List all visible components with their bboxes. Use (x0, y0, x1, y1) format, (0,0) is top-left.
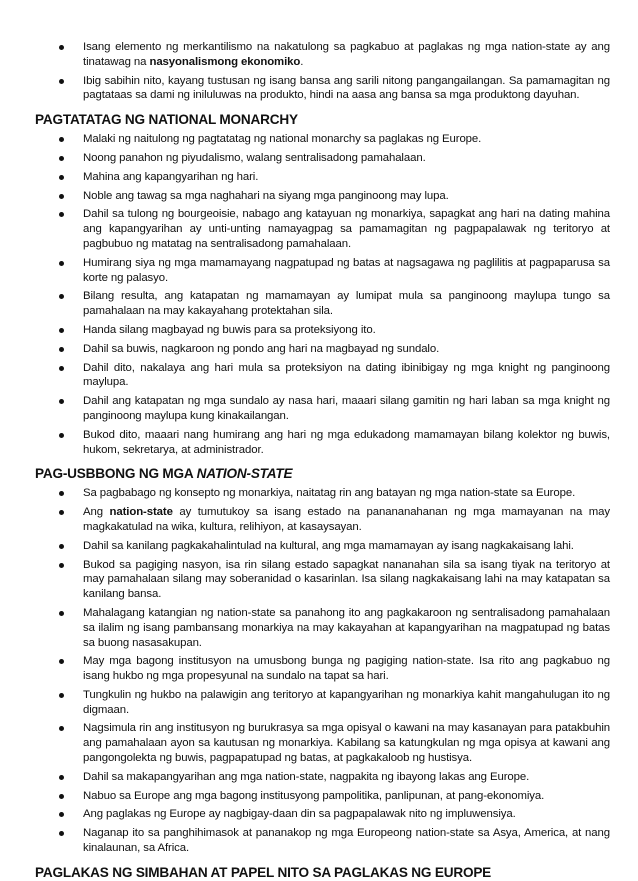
item-text: Dahil sa makapangyarihan ang mga nation-state, nagpakita ng ibayong lakas ang Europe. (83, 770, 530, 783)
item-text: Dahil sa tulong ng bourgeoisie, nabago ang katayuan ng monarkiya, sapagkat ang hari na dating mahina ang kapangyarihan ay unti-unting namayagpag sa pamamagitan ng pagpapalawak ng teritoryo at pagbubuo ng matatag na sentralisadong pamahalaan. (83, 208, 610, 250)
item-text: Mahina ang kapangyarihan ng hari. (83, 170, 259, 183)
list-item (35, 323, 610, 338)
nation-state-list (35, 486, 610, 856)
list-item (35, 807, 610, 822)
item-text: Dahil dito, nakalaya ang hari mula sa proteksiyon na dating ibinibigay ng mga knight ng panginoong maylupa. (83, 361, 610, 389)
item-text: Nabuo sa Europe ang mga bagong institusyong pampolitika, panlipunan, at pang-ekonomiya. (83, 789, 545, 802)
bullet-icon (59, 399, 64, 404)
bullet-icon (59, 137, 64, 142)
list-item (35, 189, 610, 204)
list-item (35, 606, 610, 650)
bullet-icon (59, 510, 64, 515)
bullet-icon (59, 794, 64, 799)
bullet-icon (59, 726, 64, 731)
item-text: Dahil sa buwis, nagkaroon ng pondo ang hari na magbayad ng sundalo. (83, 342, 440, 355)
item-text: Bukod sa pagiging nasyon, isa rin silang estado sapagkat nananahan sila sa isang tiyak na teritoryo at may pamahalaan silang may soberanidad o kasarinlan. Isa silang nagkakaisang lahi na may katapatan sa kanilang bansa. (83, 558, 610, 601)
list-item (35, 289, 610, 319)
bullet-icon (59, 544, 64, 549)
bullet-icon (59, 194, 64, 199)
list-item (35, 721, 610, 765)
item-text: Ang (83, 506, 110, 519)
list-item (35, 505, 610, 535)
list-item (35, 558, 610, 602)
item-text: Bilang resulta, ang katapatan ng mamamayan ay lumipat mula sa panginoong maylupa tungo sa pamahalaan na may kakayahang protektahan sila. (83, 290, 610, 318)
list-item (35, 428, 610, 458)
bold-term: nasyonalismong ekonomiko (149, 55, 301, 68)
bullet-icon (59, 491, 64, 496)
intro-list (35, 40, 610, 103)
list-item (35, 539, 610, 554)
item-text: Handa silang magbayad ng buwis para sa proteksiyong ito. (83, 323, 376, 336)
list-item (35, 207, 610, 251)
list-item (35, 256, 610, 286)
list-item (35, 74, 610, 104)
list-item (35, 688, 610, 718)
item-text: . (300, 55, 304, 68)
bullet-icon (59, 294, 64, 299)
bold-term: nation-state (109, 506, 173, 519)
list-item (35, 151, 610, 166)
list-item (35, 361, 610, 391)
list-item (35, 826, 610, 856)
item-text: Ibig sabihin nito, kayang tustusan ng isang bansa ang sarili nitong pangangailangan. Sa pamamagitan ng pagtataas sa dami ng iniluluwas na produkto, hindi na aasa ang bansa sa mga produktong dayuhan. (83, 74, 610, 102)
national-monarchy-list (35, 132, 610, 457)
item-text: Noong panahon ng piyudalismo, walang sentralisadong pamahalaan. (83, 151, 426, 164)
item-text: ay tumutukoy sa isang estado na panananahanan ng mga mamayanan na may magkakatulad na wika, kultura, relihiyon, at kasaysayan. (83, 506, 610, 533)
item-text: Humirang siya ng mga mamamayang nagpatupad ng batas at nagsagawa ng paglilitis at pagpaparusa sa korte ng palasyo. (83, 256, 610, 284)
section-heading-nation-state (35, 465, 610, 482)
bullet-icon (59, 261, 64, 266)
bullet-icon (59, 693, 64, 698)
item-text: Isang elemento ng merkantilismo na nakatulong sa pagkabuo at paglakas ng mga nation-state ay ang tinatawag na (83, 41, 610, 68)
list-item (35, 789, 610, 804)
item-text: Naganap ito sa panghihimasok at pananakop ng mga Europeong nation-state sa Asya, America, at nang kinalaunan, sa Africa. (83, 827, 610, 855)
bullet-icon (59, 831, 64, 836)
section-heading-simbahan: PAGLAKAS NG SIMBAHAN AT PAPEL NITO SA PAGLAKAS NG EUROPE (35, 864, 492, 880)
item-text: Nagsimula rin ang institusyon ng burukrasya sa mga opisyal o kawani na may kasanayan para patakbuhin ang pamahalaan ayon sa kautusan ng monarkiya. Kabilang sa katungkulan ng mga opisya at kawani ang pangongolekta ng buwis, pagpapatupad ng batas, at pagkakaloob ng hustisya. (83, 722, 610, 765)
list-item (35, 170, 610, 185)
list-item (35, 40, 610, 70)
list-item (35, 132, 610, 147)
bullet-icon (59, 611, 64, 616)
item-text: Noble ang tawag sa mga naghahari na siyang mga panginoong may lupa. (83, 189, 449, 202)
bullet-icon (59, 45, 64, 50)
list-item (35, 486, 610, 501)
bullet-icon (59, 659, 64, 664)
list-item (35, 342, 610, 357)
heading-emphasis: NATION-STATE (196, 466, 293, 482)
bullet-icon (59, 175, 64, 180)
item-text: May mga bagong institusyon na umusbong bunga ng pagiging nation-state. Isa rito ang pagkabuo ng isang hukbo ng mga propesyunal na sundalo na tapat sa hari. (83, 655, 610, 683)
bullet-icon (59, 433, 64, 438)
bullet-icon (59, 328, 64, 333)
bullet-icon (59, 775, 64, 780)
list-item (35, 770, 610, 785)
section-heading-national-monarchy: PAGTATATAG NG NATIONAL MONARCHY (35, 112, 298, 128)
item-text: Malaki ng naitulong ng pagtatatag ng national monarchy sa paglakas ng Europe. (83, 133, 482, 146)
item-text: Bukod dito, maaari nang humirang ang hari ng mga edukadong mamamayan bilang kolektor ng buwis, hukom, sekretarya, at administrador. (83, 428, 610, 456)
bullet-icon (59, 812, 64, 817)
bullet-icon (59, 156, 64, 161)
item-text: Tungkulin ng hukbo na palawigin ang teritoryo at kapangyarihan ng monarkiya kahit mangahulugan ito ng digmaan. (83, 688, 610, 716)
list-item (35, 394, 610, 424)
bullet-icon (59, 366, 64, 371)
item-text: Ang paglakas ng Europe ay nagbigay-daan din sa pagpapalawak nito ng impluwensiya. (83, 808, 516, 821)
item-text: Sa pagbabago ng konsepto ng monarkiya, naitatag rin ang batayan ng mga nation-state sa Europe. (83, 487, 576, 500)
item-text: Dahil sa kanilang pagkakahalintulad na kultural, ang mga mamamayan ay isang nagkakaisang lahi. (83, 539, 574, 552)
heading-text: PAG-USBBONG NG MGA (35, 466, 197, 482)
list-item (35, 654, 610, 684)
item-text: Mahalagang katangian ng nation-state sa panahong ito ang pagkakaroon ng sentralisadong pamahalaan sa ilalim ng isang pambansang monarkiya na may kakayahan at kapangyarihan na magpatupad ng batas sa buong nasasakupan. (83, 606, 610, 649)
bullet-icon (59, 563, 64, 568)
item-text: Dahil ang katapatan ng mga sundalo ay nasa hari, maaari silang gamitin ng hari laban sa mga knight ng panginoong maylupa kung kinakailangan. (83, 395, 610, 422)
bullet-icon (59, 212, 64, 217)
bullet-icon (59, 79, 64, 84)
bullet-icon (59, 347, 64, 352)
